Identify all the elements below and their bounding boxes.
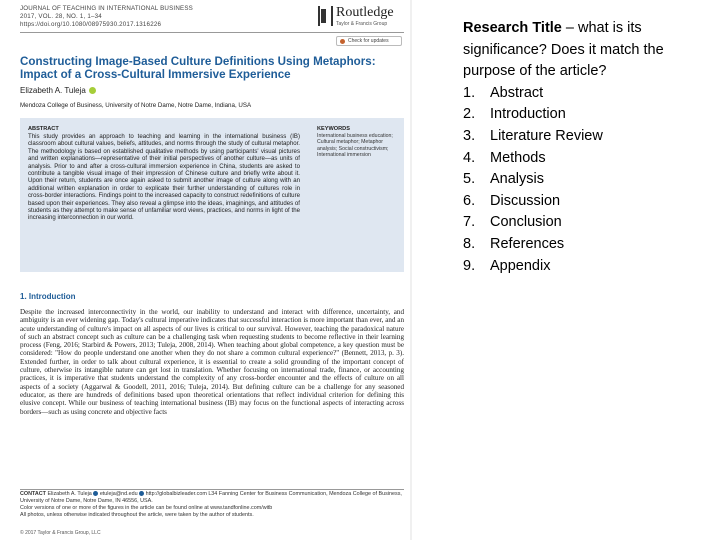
list-item <box>463 212 713 234</box>
slide-text-block <box>463 18 713 277</box>
article-sections-list <box>463 83 713 277</box>
article-page-image <box>6 0 410 540</box>
list-item-number: 7. <box>463 214 476 231</box>
contact-email: etuleja@nd.edu <box>99 491 138 497</box>
list-item-number: 6. <box>463 192 476 209</box>
list-item-label: Introduction <box>490 106 566 123</box>
contact-website: http://globalbizleader.com <box>145 491 207 497</box>
color-versions-note: Color versions of one or more of the figures in the article can be found online at www.tandfonline.com/witb <box>20 504 273 511</box>
list-item <box>463 169 713 191</box>
research-title-question: – what is its significance? Does it match the purpose of the article? <box>463 20 664 80</box>
list-item <box>463 191 713 213</box>
article-title: Constructing Image-Based Culture Definitions Using Metaphors: Impact of a Cross-Cultural Immersive Experience <box>20 55 376 81</box>
list-item-label: References <box>490 235 565 252</box>
list-item <box>463 104 713 126</box>
list-item-number: 8. <box>463 235 476 252</box>
list-item <box>463 148 713 170</box>
publisher-tagline: Taylor & Francis Group <box>336 21 388 27</box>
abstract-label: ABSTRACT <box>28 126 59 132</box>
contact-block <box>20 491 404 519</box>
contact-address: L34 Fanning Center for Business Communication, Mendoza College of Business, University of Notre Dame, Notre Dame, IN 46556, USA. <box>20 491 402 504</box>
list-item <box>463 256 713 278</box>
list-item-label: Appendix <box>490 257 551 274</box>
author-name: Elizabeth A. Tuleja <box>20 86 86 95</box>
email-icon <box>93 491 98 496</box>
list-item-label: Discussion <box>490 192 561 209</box>
list-item <box>463 234 713 256</box>
section-heading: 1. Introduction <box>20 292 76 301</box>
journal-doi: https://doi.org/10.1080/08975930.2017.1316226 <box>20 21 162 28</box>
abstract-text: This study provides an approach to teaching and learning in the international business (IB) classroom about cultural values, beliefs, attitudes, and norms through the study of cultural metaphor. The methodology is based on established qualitative methods by using participants' visual pictures and written explanations—representative of their initial perspectives of another culture—as units of analysis. Prior to and after a cross-cultural immersion experience in China, students are asked to contribute a tangible visual image of their impression of Chinese culture and briefly write about it. Upon their return, students are once again asked to submit another image of culture along with an additional written explanation in order to explicate their further understanding of cultures role in cross-border interactions. Findings point to the increased capacity to construct redefinitions of culture based upon their experiences. They also reveal a glimpse into the ideas, imaginings, and attitudes of students as they attempt to make sense of unfamiliar word views, practices, and norms in light of the increasing interconnection in our world. <box>28 133 300 222</box>
list-item-number: 3. <box>463 127 476 144</box>
routledge-mark-icon <box>318 6 333 26</box>
list-item-number: 4. <box>463 149 476 166</box>
introduction-body: Despite the increased interconnectivity in the world, our inability to understand and interact with difference, uncertainty, and ambiguity is an ever widening gap. Today's cultural imperative indicates that successful interaction is more important than ever, and an acute understanding of culture's impact on all aspects of our lives is critical to our survival. However, teaching the paradoxical nature of such an abstract concept such as culture can be a challenging task when requesting students to become reflective in their learning process (Feng, 2016; Starbird & Powers, 2013; Tuleja, 2008, 2014). When teaching about global competence, a key question must be considered: "How do people understand one another when they do not share a common cultural experience?" (Bennett, 2013, p. 3). Extended further, in order to talk about cultural experience, it is essential to create a solid grounding of the important concept of culture, otherwise its intangible nature can get lost in translation. Whether focusing on international trade, finance, or accounting practices, it is imperative that students understand the complexity of any cross-border encounter and the effects of culture on all aspects of a society (Aggarwal & Goodell, 2011, 2016; Tuleja, 2014). But defining culture can be a challenge for any seasoned educator, as there are hundreds of definitions based upon theoretical orientations that reflect individual criterion for defining this elusive concept. While our business of teaching international business (IB) may focus on the functional aspects of interacting across borders—such as using concrete and objective facts <box>20 308 404 416</box>
keywords-text: International business education; Cultural metaphor; Metaphor analysis; Social constructivism; International immersion <box>317 133 393 159</box>
copyright-line: © 2017 Taylor & Francis Group, LLC <box>20 530 101 536</box>
list-item-label: Conclusion <box>490 214 562 231</box>
journal-volume: 2017, VOL. 28, NO. 1, 1–34 <box>20 13 102 20</box>
contact-author: Elizabeth A. Tuleja <box>47 491 92 497</box>
contact-label: CONTACT <box>20 491 46 497</box>
list-item-number: 9. <box>463 257 476 274</box>
photos-note: All photos, unless otherwise indicated throughout the article, were taken by the author of students. <box>20 511 254 518</box>
list-item <box>463 83 713 105</box>
updates-badge-label: Check for updates <box>348 38 389 44</box>
orcid-icon <box>89 87 96 94</box>
list-item-label: Literature Review <box>490 127 603 144</box>
website-icon <box>139 491 144 496</box>
publisher-name: Routledge <box>336 5 394 20</box>
check-for-updates-badge <box>336 36 402 46</box>
research-title-prompt <box>463 18 713 83</box>
list-item-label: Abstract <box>490 84 544 101</box>
page-edge <box>410 0 412 540</box>
list-item-label: Methods <box>490 149 546 166</box>
list-item-label: Analysis <box>490 171 544 188</box>
list-item-number: 2. <box>463 106 476 123</box>
keywords-label: KEYWORDS <box>317 126 350 132</box>
journal-name: JOURNAL OF TEACHING IN INTERNATIONAL BUSINESS <box>20 5 193 12</box>
header-divider <box>20 32 404 33</box>
author-affiliation: Mendoza College of Business, University of Notre Dame, Notre Dame, Indiana, USA <box>20 102 252 109</box>
list-item-number: 5. <box>463 171 476 188</box>
publisher-logo <box>318 4 408 30</box>
updates-icon <box>340 39 345 44</box>
list-item-number: 1. <box>463 84 476 101</box>
footer-divider <box>20 489 404 490</box>
research-title-label: Research Title <box>463 20 562 36</box>
abstract-box <box>20 118 404 272</box>
author-line <box>20 86 96 95</box>
list-item <box>463 126 713 148</box>
